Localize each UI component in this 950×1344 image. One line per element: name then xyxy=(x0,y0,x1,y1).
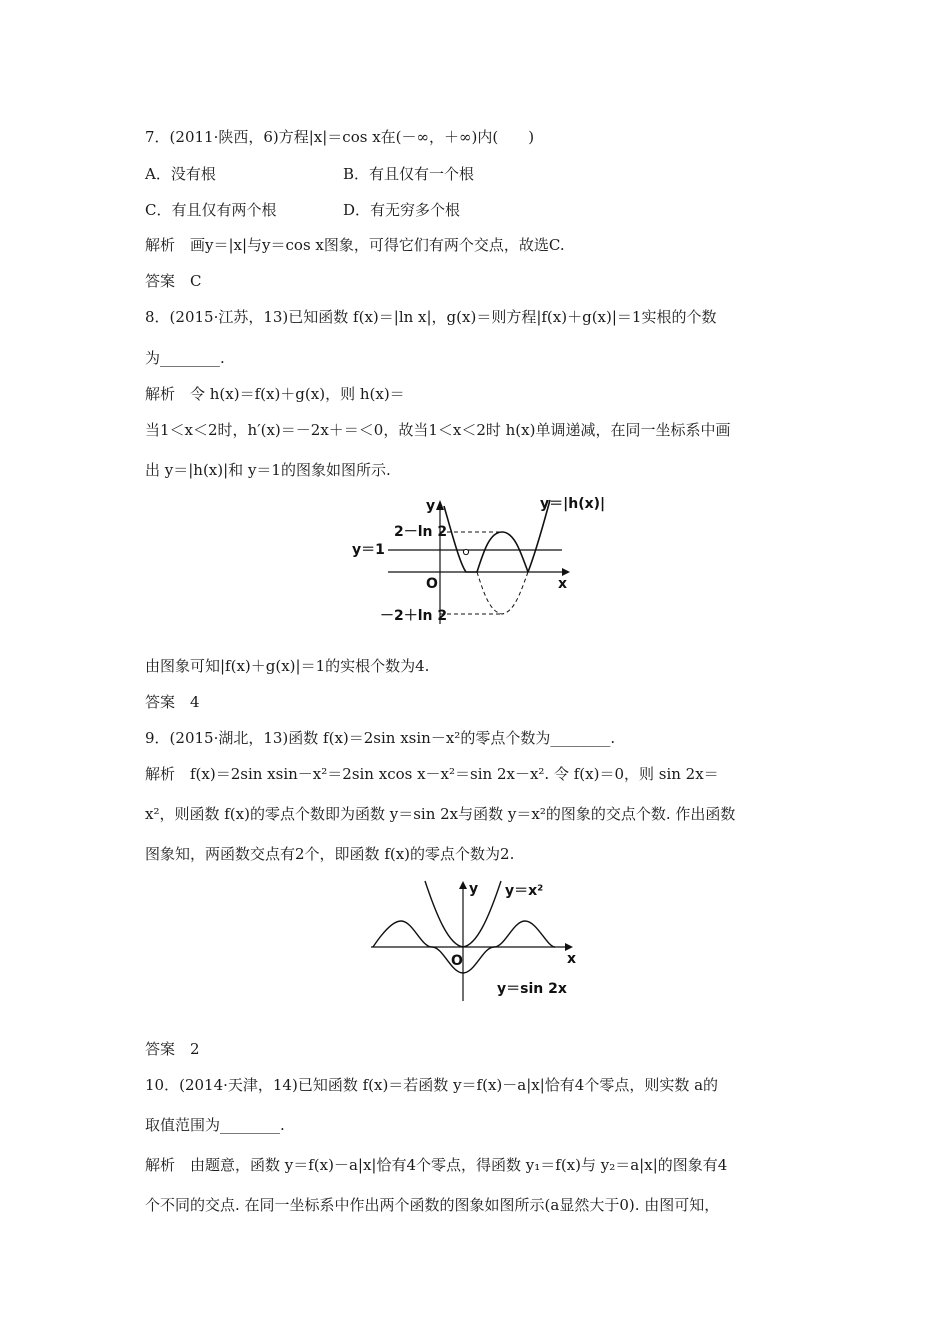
q7-stem: 7．(2011·陕西，6)方程|x|＝cos x在(－∞，＋∞)内( ) xyxy=(145,128,535,146)
q9-analysis-line-2: x²，则函数 f(x)的零点个数即为函数 y＝sin 2x与函数 y＝x²的图象的交点个数. 作出函数 xyxy=(145,805,736,823)
q9-y-arrow xyxy=(459,881,467,889)
q8-dashed-negative-branch xyxy=(477,572,528,614)
q9-x-arrow xyxy=(565,943,573,951)
q8-analysis-line-3: 出 y＝|h(x)|和 y＝1的图象如图所示. xyxy=(145,461,391,479)
q8-analysis-line-1: 解析 令 h(x)＝f(x)＋g(x)，则 h(x)＝ xyxy=(145,385,405,403)
q8-line-label: y＝1 xyxy=(352,542,385,558)
q10-analysis-line-2: 个不同的交点. 在同一坐标系中作出两个函数的图象如图所示(a显然大于0). 由图可知， xyxy=(145,1196,720,1214)
q8-open-point xyxy=(463,549,468,554)
q8-curve-left xyxy=(444,506,477,572)
q9-parabola-label: y＝x² xyxy=(505,883,544,899)
q9-answer: 答案 2 xyxy=(145,1040,200,1058)
q10-stem-line-2: 取值范围为________. xyxy=(145,1116,285,1134)
q7-option-a: A．没有根 xyxy=(145,165,216,183)
q7-option-d: D．有无穷多个根 xyxy=(343,201,461,219)
q8-curve-middle xyxy=(477,532,528,572)
q8-y-arrow xyxy=(436,500,444,510)
q8-top-level-label: 2－ln 2 xyxy=(394,524,448,540)
q8-conclusion: 由图象可知|f(x)＋g(x)|＝1的实根个数为4. xyxy=(145,657,430,675)
q8-x-axis-label: x xyxy=(558,576,568,592)
q8-figure xyxy=(340,490,620,630)
q8-answer: 答案 4 xyxy=(145,693,200,711)
q7-option-c: C．有且仅有两个根 xyxy=(145,201,277,219)
q8-curve-label: y＝|h(x)| xyxy=(540,496,606,512)
q9-analysis-line-1: 解析 f(x)＝2sin xsin－x²＝2sin xcos x－x²＝sin 2x－x². 令 f(x)＝0，则 sin 2x＝ xyxy=(145,765,719,783)
q9-x-axis-label: x xyxy=(567,951,577,967)
q8-x-arrow xyxy=(562,568,570,576)
q9-analysis-line-3: 图象知，两函数交点有2个，即函数 f(x)的零点个数为2. xyxy=(145,845,515,863)
q9-sine-label: y＝sin 2x xyxy=(497,981,567,997)
q8-stem-line-1: 8．(2015·江苏，13)已知函数 f(x)＝|ln x|，g(x)＝则方程|f(x)＋g(x)|＝1实根的个数 xyxy=(145,308,717,326)
q7-answer: 答案 C xyxy=(145,272,202,290)
q8-bottom-level-label: －2＋ln 2 xyxy=(380,608,448,624)
q9-origin-label: O xyxy=(451,953,463,969)
q10-stem-line-1: 10．(2014·天津，14)已知函数 f(x)＝若函数 y＝f(x)－a|x|恰有4个零点，则实数 a的 xyxy=(145,1076,719,1094)
q7-option-b: B．有且仅有一个根 xyxy=(343,165,475,183)
q9-figure xyxy=(365,877,595,1002)
q8-analysis-line-2: 当1＜x＜2时，h′(x)＝－2x＋＝＜0，故当1＜x＜2时 h(x)单调递减，在同一坐标系中画 xyxy=(145,421,731,439)
q8-y-axis-label: y xyxy=(426,498,436,514)
q10-analysis-line-1: 解析 由题意，函数 y＝f(x)－a|x|恰有4个零点，得函数 y₁＝f(x)与 y₂＝a|x|的图象有4 xyxy=(145,1156,728,1174)
q9-stem: 9．(2015·湖北，13)函数 f(x)＝2sin xsin－x²的零点个数为________. xyxy=(145,729,616,747)
q7-analysis: 解析 画y＝|x|与y＝cos x图象，可得它们有两个交点，故选C. xyxy=(145,236,565,254)
q9-y-axis-label: y xyxy=(469,881,479,897)
q8-stem-line-2: 为________. xyxy=(145,349,225,367)
q8-origin-label: O xyxy=(426,576,438,592)
